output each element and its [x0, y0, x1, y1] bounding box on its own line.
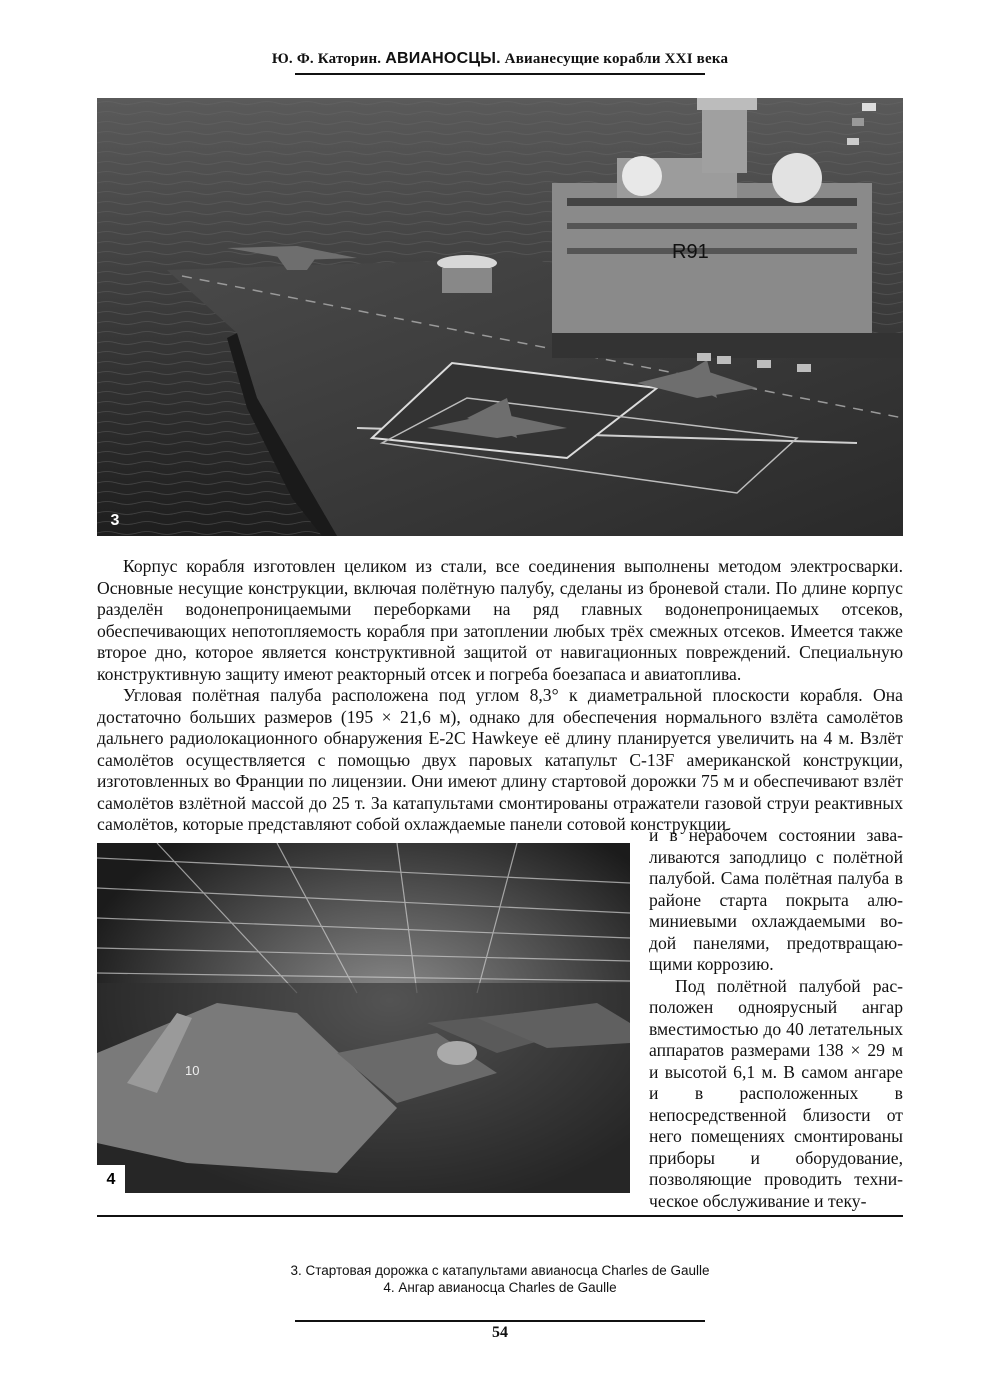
- hull-marking: R91: [672, 241, 709, 263]
- figure-4-hangar-photo: [97, 843, 630, 1193]
- body-text-full: [97, 556, 903, 836]
- page-number: 54: [492, 1324, 508, 1341]
- header-rule: [295, 73, 705, 75]
- book-title: АВИАНОСЦЫ.: [385, 50, 501, 67]
- tail-number: 10: [185, 1063, 200, 1078]
- paragraph-3: Под полётной палубой расположен одноярусный ангар вместимостью до 40 летательных аппаратов размерами 138 × 29 м и высотой 6,1 м. В самом ангаре и в расположенных в непосредственной близости от него помещениях смонтированы приборы и оборудование, позволяющие проводить техническое обслуживание и теку-: [649, 975, 903, 1211]
- hangar-illustration: [97, 843, 630, 1193]
- paragraph-2-continued: и в нерабочем состоянии заваливаются заподлицо с полётной палубой. Сама полётная палуба в районе старта покрыта алюминиевыми охлаждаемыми водой панелями, предотвращающими коррозию.: [649, 825, 903, 974]
- book-subtitle: Авианесущие корабли XXI века: [504, 51, 729, 67]
- figure-3-number: 3: [110, 512, 120, 529]
- body-text-column: [649, 825, 903, 1212]
- caption-figure-4: 4. Ангар авианосца Charles de Gaulle: [383, 1280, 617, 1295]
- figure-4-number: 4: [97, 1165, 125, 1193]
- paragraph-1: Корпус корабля изготовлен целиком из стали, все соединения выполнены методом электросварки. Основные несущие конструкции, включая полётную палубу, сделаны из броневой стали. По длине корпус разделён водонепроницаемыми переборками на ряд главных водонепроницаемых отсеков, обеспечивающих непотопляемость корабля при затоплении любых трёх смежных отсеков. Имеется также второе дно, которое является конструктивной защитой от навигационных повреждений. Специальную конструктивную защиту имеют реакторный отсек и погреба боезапаса и авиатоплива.: [97, 556, 903, 684]
- footnote-rule: [97, 1215, 903, 1217]
- running-head: [0, 50, 1000, 68]
- caption-figure-3: 3. Стартовая дорожка с катапультами авианосца Charles de Gaulle: [290, 1263, 710, 1278]
- paragraph-2: Угловая полётная палуба расположена под углом 8,3° к диаметральной плоскости корабля. Она достаточно больших размеров (195 × 21,6 м), однако для обеспечения нормального взлёта самолётов дальнего радиолокационного обнаружения E-2C Hawkeye её длину планируется увеличить на 4 м. Взлёт самолётов осуществляется с помощью двух паровых катапульт С-13F американской конструкции, изготовленных во Франции по лицензии. Они имеют длину стартовой дорожки 75 м и обеспечивают взлёт самолётов взлётной массой до 25 т. За катапультами смонтированы отражатели газовой струи реактивных самолётов, которые представляют собой охлаждаемые панели сотовой конструкции: [97, 685, 903, 834]
- carrier-deck-illustration: [97, 98, 903, 536]
- page-number-rule: [295, 1320, 705, 1322]
- author: Ю. Ф. Каторин.: [271, 51, 382, 67]
- figure-3-carrier-deck-photo: [97, 98, 903, 536]
- figure-captions: [0, 1262, 1000, 1296]
